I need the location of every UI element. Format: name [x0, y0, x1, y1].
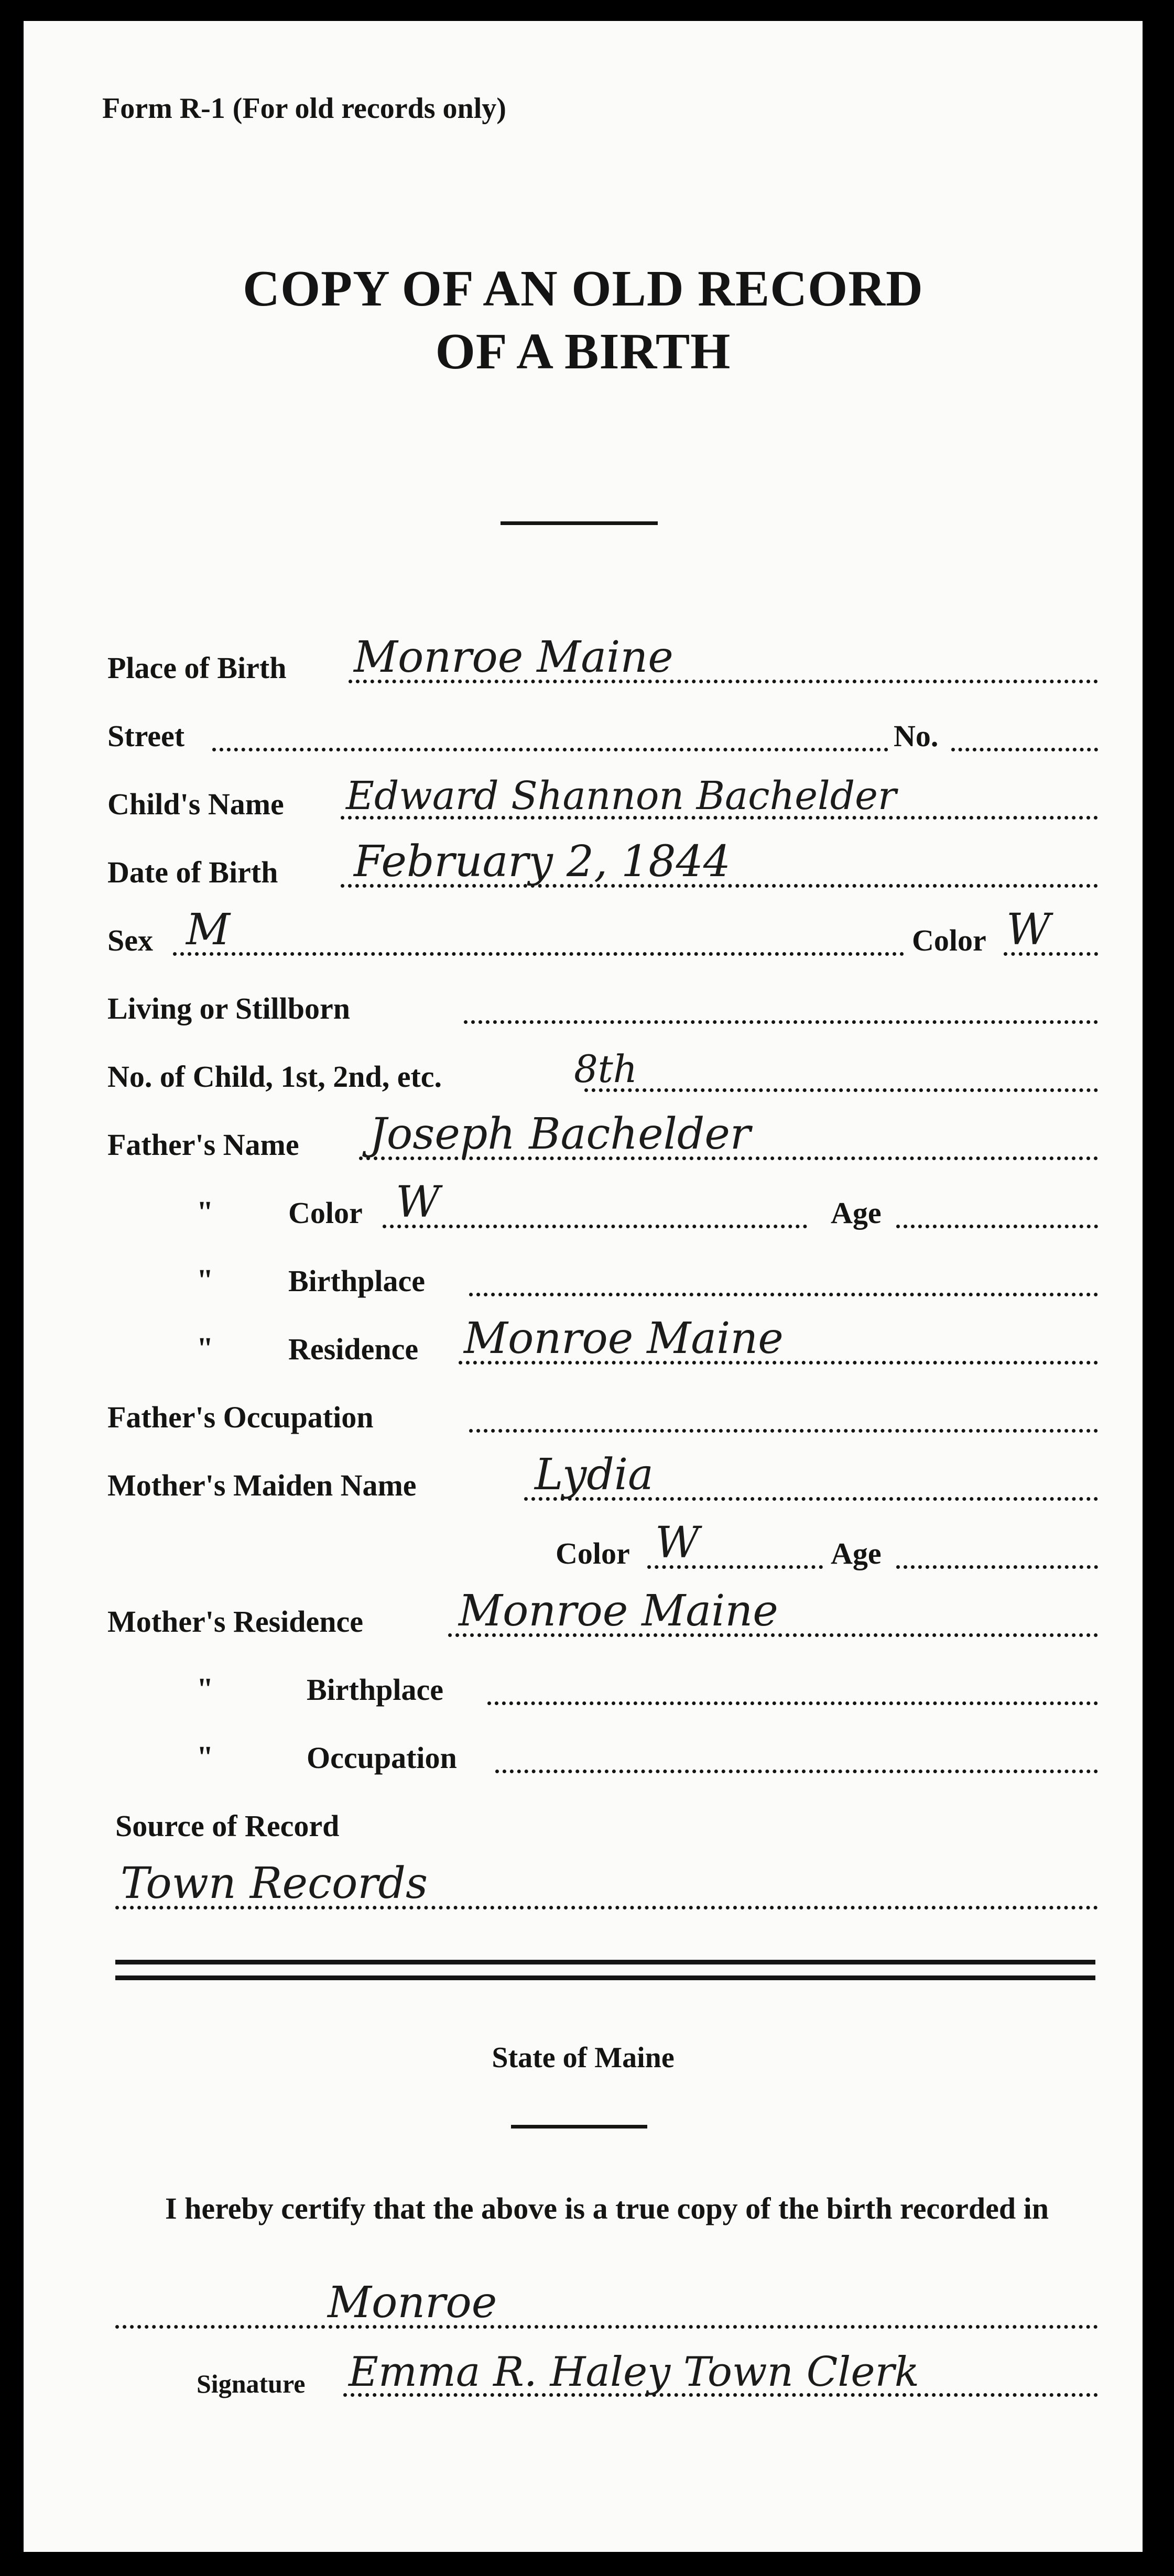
recorded-in-value: Monroe: [328, 2278, 497, 2328]
childs-name-row: [107, 773, 1103, 823]
ditto-mark: ": [197, 1740, 214, 1774]
mother-color-value: W: [655, 1518, 700, 1568]
no-line: [951, 748, 1098, 751]
place-of-birth-value: Monroe Maine: [354, 632, 673, 682]
fathers-name-value: Joseph Bachelder: [369, 1109, 751, 1159]
place-of-birth-row: [107, 632, 1103, 686]
father-color-line: [383, 1225, 807, 1228]
state-divider: [511, 2125, 647, 2129]
mother-age-label: Age: [831, 1536, 882, 1570]
no-of-child-line: [584, 1088, 1098, 1092]
no-label: No.: [894, 719, 939, 753]
father-birthplace-line: [469, 1293, 1098, 1296]
fathers-occupation-row: [107, 1389, 1103, 1436]
street-row: [107, 707, 1103, 755]
ditto-mark: ": [197, 1263, 214, 1297]
form-title-line1: COPY OF AN OLD RECORD: [243, 260, 923, 317]
living-or-stillborn-line: [464, 1020, 1098, 1024]
ditto-mark: ": [197, 1331, 214, 1365]
recorded-in-line: [115, 2325, 1098, 2329]
color-value: W: [1006, 905, 1051, 955]
no-of-child-value: 8th: [574, 1047, 638, 1091]
father-age-line: [896, 1225, 1098, 1228]
title-divider: [501, 521, 658, 525]
mothers-maiden-name-label: Mother's Maiden Name: [107, 1468, 417, 1502]
mother-occupation-label: Occupation: [307, 1741, 457, 1775]
source-of-record-label-row: [107, 1797, 1103, 1844]
source-of-record-row: [107, 1859, 1103, 1913]
living-or-stillborn-label: Living or Stillborn: [107, 991, 351, 1025]
mother-color-label: Color: [556, 1536, 630, 1570]
father-residence-label: Residence: [288, 1332, 419, 1366]
signature-value: Emma R. Haley Town Clerk: [349, 2349, 920, 2396]
date-of-birth-row: [107, 837, 1103, 891]
birth-record-form: [24, 21, 1143, 2552]
fathers-name-label: Father's Name: [107, 1128, 299, 1162]
mother-birthplace-line: [487, 1701, 1098, 1705]
mother-color-row: [107, 1518, 1103, 1572]
certification-text: [115, 2185, 1106, 2232]
ditto-mark: ": [197, 1195, 214, 1229]
street-label: Street: [107, 719, 185, 753]
mothers-maiden-name-row: [107, 1450, 1103, 1504]
mothers-residence-label: Mother's Residence: [107, 1604, 364, 1639]
section-divider-bottom: [115, 1975, 1095, 1980]
mother-occupation-row: [107, 1729, 1103, 1776]
color-label: Color: [912, 923, 986, 957]
ditto-mark: ": [197, 1672, 214, 1706]
father-color-row: [107, 1177, 1103, 1231]
date-of-birth-value: February 2, 1844: [354, 837, 731, 887]
sex-line: [173, 952, 904, 956]
no-of-child-label: No. of Child, 1st, 2nd, etc.: [107, 1060, 442, 1094]
mothers-residence-row: [107, 1586, 1103, 1640]
father-residence-row: [107, 1314, 1103, 1368]
signature-row: [107, 2349, 1103, 2400]
father-color-label: Color: [288, 1196, 363, 1230]
father-age-label: Age: [831, 1196, 882, 1230]
form-title-line2: OF A BIRTH: [435, 323, 731, 380]
fathers-occupation-label: Father's Occupation: [107, 1400, 374, 1434]
no-of-child-row: [107, 1048, 1103, 1095]
fathers-name-row: [107, 1109, 1103, 1163]
fathers-occupation-line: [469, 1429, 1098, 1433]
mothers-residence-value: Monroe Maine: [459, 1586, 778, 1636]
mother-age-line: [896, 1565, 1098, 1569]
form-id: Form R-1 (For old records only): [102, 92, 506, 125]
mother-birthplace-row: [107, 1661, 1103, 1708]
state-heading: State of Maine: [492, 2042, 675, 2074]
mothers-maiden-name-value: Lydia: [535, 1450, 654, 1500]
street-line: [212, 748, 888, 751]
father-color-value: W: [396, 1177, 440, 1227]
signature-label: Signature: [197, 2369, 306, 2398]
recorded-in-row: [107, 2278, 1103, 2332]
father-birthplace-label: Birthplace: [288, 1264, 425, 1298]
section-divider-top: [115, 1960, 1095, 1964]
sex-row: [107, 905, 1103, 959]
father-residence-value: Monroe Maine: [464, 1314, 784, 1363]
sex-value: M: [186, 905, 230, 955]
father-birthplace-row: [107, 1252, 1103, 1300]
childs-name-label: Child's Name: [107, 787, 284, 821]
date-of-birth-label: Date of Birth: [107, 855, 278, 889]
sex-label: Sex: [107, 923, 153, 957]
certification-statement: I hereby certify that the above is a true copy of the birth recorded in: [165, 2191, 1049, 2225]
source-of-record-label: Source of Record: [115, 1809, 340, 1843]
mother-occupation-line: [495, 1770, 1098, 1773]
mother-birthplace-label: Birthplace: [307, 1673, 443, 1707]
source-of-record-value: Town Records: [121, 1859, 428, 1908]
living-or-stillborn-row: [107, 980, 1103, 1027]
childs-name-value: Edward Shannon Bachelder: [346, 773, 897, 818]
place-of-birth-label: Place of Birth: [107, 651, 287, 685]
